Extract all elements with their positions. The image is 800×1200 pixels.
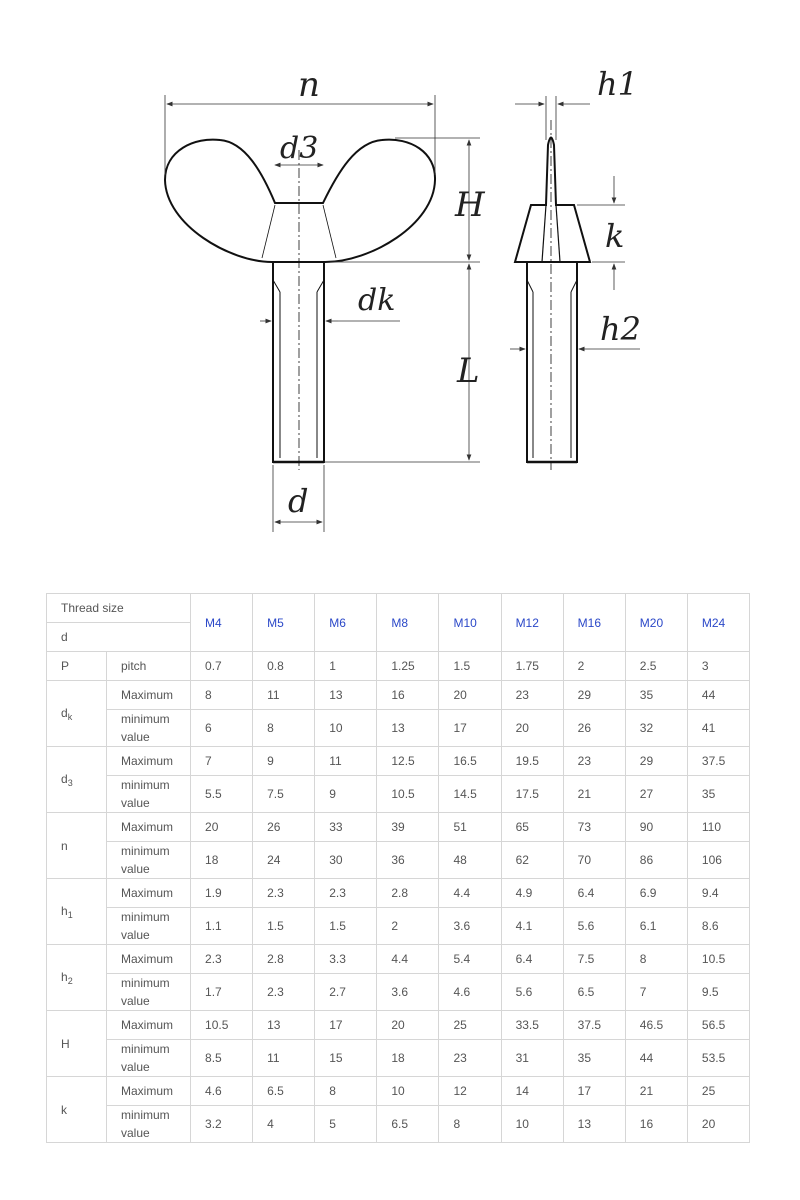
size-header: M24	[687, 594, 749, 652]
value-cell: 35	[625, 681, 687, 710]
value-cell: 8	[439, 1106, 501, 1143]
limit-label: Maximum	[107, 1011, 191, 1040]
table-row	[47, 842, 750, 879]
value-cell: 73	[563, 813, 625, 842]
limit-label: minimum value	[107, 842, 191, 879]
value-cell: 2	[377, 908, 439, 945]
table-row	[47, 1040, 750, 1077]
param-symbol: k	[61, 1102, 67, 1117]
value-cell: 20	[191, 813, 253, 842]
value-cell: 9	[253, 747, 315, 776]
param-cell	[47, 1011, 107, 1077]
technical-drawing-svg	[0, 0, 800, 560]
side-view	[515, 120, 590, 470]
table-row	[47, 1077, 750, 1106]
limit-label: Maximum	[107, 813, 191, 842]
value-cell: 6	[191, 710, 253, 747]
param-symbol: H	[61, 1036, 70, 1051]
value-cell: 56.5	[687, 1011, 749, 1040]
value-cell: 11	[253, 681, 315, 710]
param-symbol: n	[61, 838, 68, 853]
value-cell: 1.5	[253, 908, 315, 945]
limit-label: Maximum	[107, 681, 191, 710]
param-cell	[47, 945, 107, 1011]
limit-label: minimum value	[107, 908, 191, 945]
value-cell: 51	[439, 813, 501, 842]
size-header: M12	[501, 594, 563, 652]
value-cell: 4.1	[501, 908, 563, 945]
value-cell: 24	[253, 842, 315, 879]
value-cell: 10.5	[377, 776, 439, 813]
value-cell: 1.5	[439, 652, 501, 681]
value-cell: 2.8	[253, 945, 315, 974]
table-row	[47, 652, 750, 681]
size-header: M20	[625, 594, 687, 652]
dim-label-h2: h2	[600, 310, 641, 348]
value-cell: 27	[625, 776, 687, 813]
value-cell: 86	[625, 842, 687, 879]
value-cell: 1.25	[377, 652, 439, 681]
wing-side-outline	[515, 138, 590, 263]
value-cell: 30	[315, 842, 377, 879]
value-cell: 110	[687, 813, 749, 842]
value-cell: 37.5	[687, 747, 749, 776]
wing-screw-drawing	[0, 0, 800, 560]
value-cell: 8	[625, 945, 687, 974]
value-cell: 2.3	[315, 879, 377, 908]
dim-label-k: k	[605, 217, 625, 255]
param-cell	[47, 879, 107, 945]
table-row	[47, 1106, 750, 1143]
value-cell: 13	[315, 681, 377, 710]
value-cell: 23	[439, 1040, 501, 1077]
table-row	[47, 908, 750, 945]
value-cell: 41	[687, 710, 749, 747]
param-cell	[47, 813, 107, 879]
limit-label: minimum value	[107, 1106, 191, 1143]
value-cell: 4.9	[501, 879, 563, 908]
value-cell: 6.5	[253, 1077, 315, 1106]
dim-label-H: H	[455, 185, 485, 225]
param-subscript: k	[67, 711, 73, 722]
value-cell: 8.6	[687, 908, 749, 945]
limit-label: Maximum	[107, 747, 191, 776]
param-symbol: d	[61, 771, 68, 786]
value-cell: 29	[563, 681, 625, 710]
value-cell: 12	[439, 1077, 501, 1106]
value-cell: 6.9	[625, 879, 687, 908]
table-row	[47, 813, 750, 842]
value-cell: 20	[439, 681, 501, 710]
value-cell: 31	[501, 1040, 563, 1077]
value-cell: 10	[377, 1077, 439, 1106]
value-cell: 19.5	[501, 747, 563, 776]
value-cell: 12.5	[377, 747, 439, 776]
value-cell: 29	[625, 747, 687, 776]
value-cell: 0.7	[191, 652, 253, 681]
value-cell: 4.4	[377, 945, 439, 974]
table-row	[47, 710, 750, 747]
value-cell: 1.75	[501, 652, 563, 681]
value-cell: 3.2	[191, 1106, 253, 1143]
param-cell	[47, 681, 107, 747]
value-cell: 46.5	[625, 1011, 687, 1040]
value-cell: 8	[315, 1077, 377, 1106]
table-row	[47, 776, 750, 813]
value-cell: 23	[501, 681, 563, 710]
value-cell: 11	[315, 747, 377, 776]
value-cell: 10	[501, 1106, 563, 1143]
dim-label-dk: dk	[358, 283, 396, 318]
value-cell: 1.9	[191, 879, 253, 908]
limit-label: minimum value	[107, 1040, 191, 1077]
value-cell: 1.7	[191, 974, 253, 1011]
dim-label-h1: h1	[597, 65, 638, 103]
value-cell: 106	[687, 842, 749, 879]
value-cell: 2.5	[625, 652, 687, 681]
value-cell: 1	[315, 652, 377, 681]
value-cell: 44	[687, 681, 749, 710]
dim-label-d: d	[288, 482, 309, 520]
value-cell: 10.5	[687, 945, 749, 974]
value-cell: 13	[253, 1011, 315, 1040]
value-cell: 25	[439, 1011, 501, 1040]
value-cell: 5	[315, 1106, 377, 1143]
value-cell: 2.3	[191, 945, 253, 974]
value-cell: 33	[315, 813, 377, 842]
value-cell: 23	[563, 747, 625, 776]
value-cell: 20	[377, 1011, 439, 1040]
value-cell: 17	[563, 1077, 625, 1106]
value-cell: 65	[501, 813, 563, 842]
value-cell: 8	[253, 710, 315, 747]
table-row	[47, 945, 750, 974]
value-cell: 14.5	[439, 776, 501, 813]
shank-outline	[273, 262, 324, 462]
param-symbol: h	[61, 969, 68, 984]
value-cell: 70	[563, 842, 625, 879]
header-row	[47, 594, 750, 623]
value-cell: 6.1	[625, 908, 687, 945]
value-cell: 9.5	[687, 974, 749, 1011]
size-header: M6	[315, 594, 377, 652]
value-cell: 13	[563, 1106, 625, 1143]
table-row	[47, 1011, 750, 1040]
value-cell: 8.5	[191, 1040, 253, 1077]
value-cell: 10.5	[191, 1011, 253, 1040]
d-label: d	[47, 623, 191, 652]
dimensions-table	[46, 593, 750, 1143]
thread-size-label: Thread size	[47, 594, 191, 623]
limit-label: minimum value	[107, 776, 191, 813]
value-cell: 17	[315, 1011, 377, 1040]
limit-label: Maximum	[107, 879, 191, 908]
size-header: M10	[439, 594, 501, 652]
value-cell: 21	[563, 776, 625, 813]
limit-label: minimum value	[107, 974, 191, 1011]
value-cell: 9	[315, 776, 377, 813]
value-cell: 17.5	[501, 776, 563, 813]
value-cell: 4.4	[439, 879, 501, 908]
value-cell: 1.1	[191, 908, 253, 945]
size-header: M5	[253, 594, 315, 652]
param-subscript: 3	[67, 777, 73, 788]
value-cell: 3.3	[315, 945, 377, 974]
table-row	[47, 747, 750, 776]
value-cell: 20	[687, 1106, 749, 1143]
value-cell: 18	[191, 842, 253, 879]
value-cell: 5.5	[191, 776, 253, 813]
value-cell: 36	[377, 842, 439, 879]
dim-label-L: L	[457, 351, 480, 391]
value-cell: 2.7	[315, 974, 377, 1011]
value-cell: 16.5	[439, 747, 501, 776]
value-cell: 5.4	[439, 945, 501, 974]
value-cell: 4.6	[439, 974, 501, 1011]
value-cell: 2.8	[377, 879, 439, 908]
value-cell: 62	[501, 842, 563, 879]
value-cell: 11	[253, 1040, 315, 1077]
size-header: M4	[191, 594, 253, 652]
value-cell: 2	[563, 652, 625, 681]
value-cell: 13	[377, 710, 439, 747]
value-cell: 3	[687, 652, 749, 681]
value-cell: 2.3	[253, 879, 315, 908]
limit-label: Maximum	[107, 1077, 191, 1106]
table-row	[47, 681, 750, 710]
value-cell: 7.5	[253, 776, 315, 813]
size-header: M16	[563, 594, 625, 652]
param-symbol: d	[61, 705, 68, 720]
table-row	[47, 974, 750, 1011]
param-symbol: h	[61, 903, 68, 918]
value-cell: 35	[687, 776, 749, 813]
value-cell: 7	[191, 747, 253, 776]
value-cell: 7	[625, 974, 687, 1011]
value-cell: 6.5	[563, 974, 625, 1011]
value-cell: 14	[501, 1077, 563, 1106]
value-cell: 5.6	[501, 974, 563, 1011]
limit-label: minimum value	[107, 710, 191, 747]
value-cell: 3.6	[439, 908, 501, 945]
value-cell: 6.4	[501, 945, 563, 974]
value-cell: 16	[625, 1106, 687, 1143]
value-cell: 17	[439, 710, 501, 747]
dim-label-n: n	[298, 65, 320, 105]
value-cell: 39	[377, 813, 439, 842]
value-cell: 37.5	[563, 1011, 625, 1040]
value-cell: 5.6	[563, 908, 625, 945]
value-cell: 8	[191, 681, 253, 710]
param-cell	[47, 747, 107, 813]
value-cell: 33.5	[501, 1011, 563, 1040]
value-cell: 4.6	[191, 1077, 253, 1106]
value-cell: 7.5	[563, 945, 625, 974]
value-cell: 26	[563, 710, 625, 747]
param-cell: P	[47, 652, 107, 681]
value-cell: 6.4	[563, 879, 625, 908]
value-cell: 20	[501, 710, 563, 747]
value-cell: 0.8	[253, 652, 315, 681]
limit-label: Maximum	[107, 945, 191, 974]
size-header: M8	[377, 594, 439, 652]
value-cell: 9.4	[687, 879, 749, 908]
value-cell: 44	[625, 1040, 687, 1077]
value-cell: 2.3	[253, 974, 315, 1011]
value-cell: 90	[625, 813, 687, 842]
dim-label-d3: d3	[280, 131, 319, 166]
limit-label: pitch	[107, 652, 191, 681]
value-cell: 18	[377, 1040, 439, 1077]
value-cell: 21	[625, 1077, 687, 1106]
value-cell: 4	[253, 1106, 315, 1143]
value-cell: 16	[377, 681, 439, 710]
table-row	[47, 879, 750, 908]
value-cell: 10	[315, 710, 377, 747]
side-shank-outline	[527, 262, 577, 462]
value-cell: 3.6	[377, 974, 439, 1011]
value-cell: 6.5	[377, 1106, 439, 1143]
value-cell: 48	[439, 842, 501, 879]
value-cell: 35	[563, 1040, 625, 1077]
value-cell: 25	[687, 1077, 749, 1106]
value-cell: 32	[625, 710, 687, 747]
value-cell: 1.5	[315, 908, 377, 945]
param-cell	[47, 1077, 107, 1143]
value-cell: 15	[315, 1040, 377, 1077]
param-subscript: 1	[67, 909, 73, 920]
value-cell: 26	[253, 813, 315, 842]
param-subscript: 2	[67, 975, 73, 986]
value-cell: 53.5	[687, 1040, 749, 1077]
